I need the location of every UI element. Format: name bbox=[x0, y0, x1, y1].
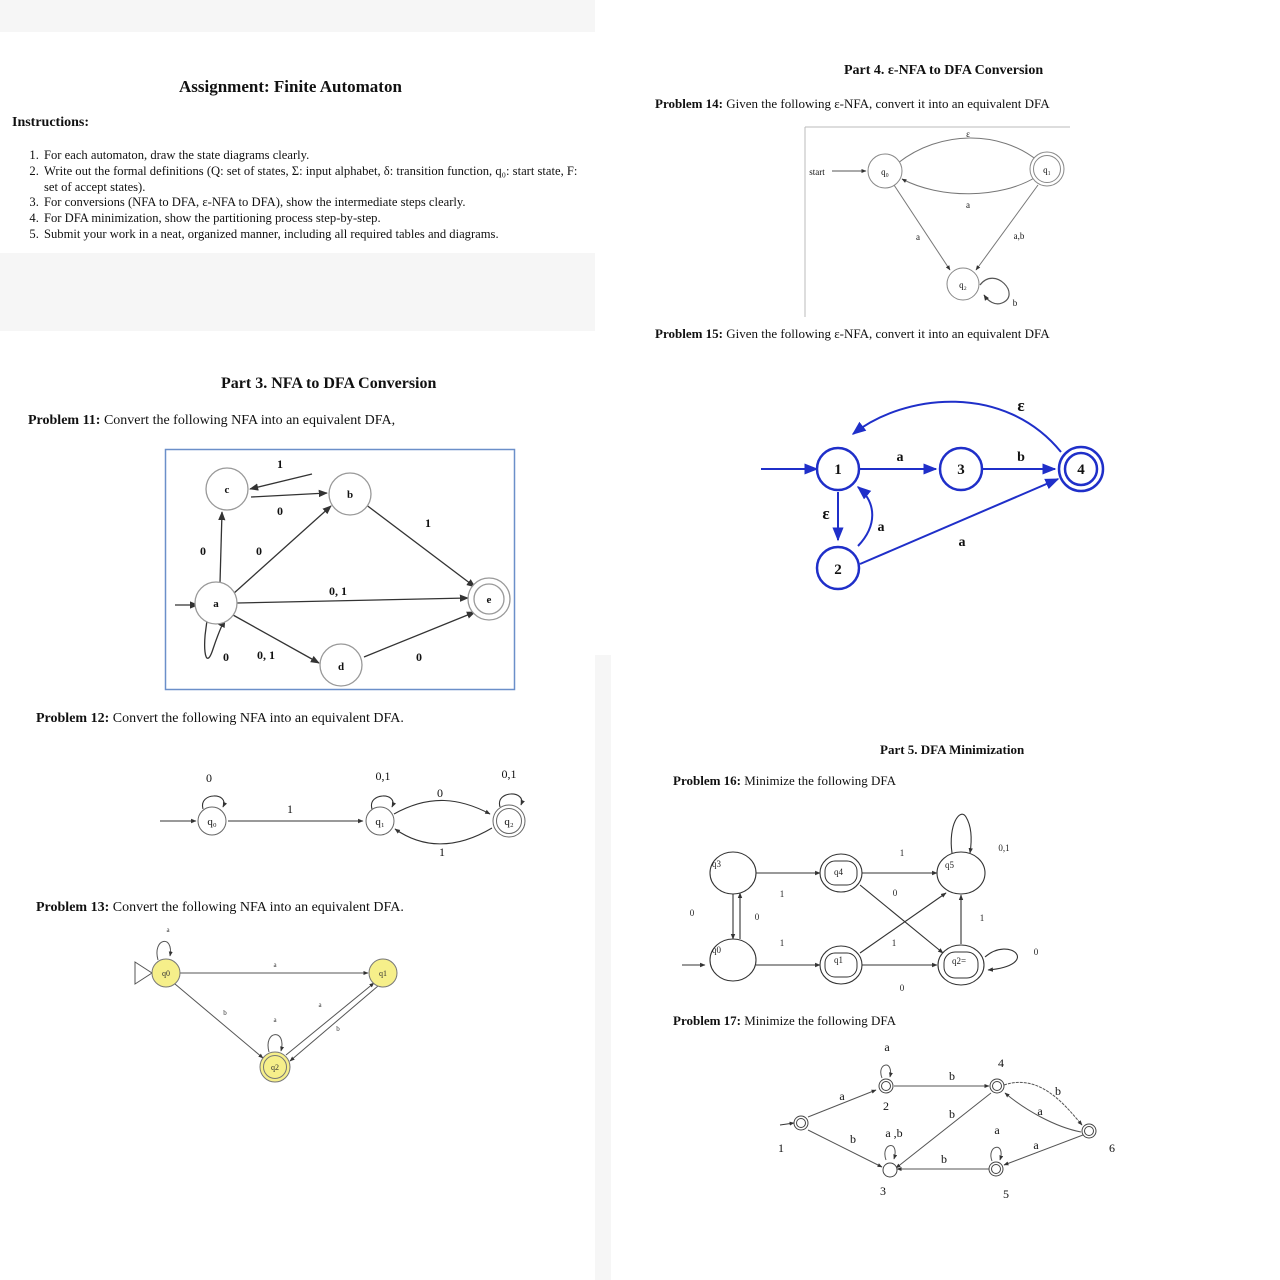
label-1-3: a bbox=[896, 450, 904, 465]
label-6-4: a bbox=[1037, 1104, 1043, 1118]
label-a-d: 0, 1 bbox=[257, 648, 275, 662]
state-label-2: 2 bbox=[883, 1099, 889, 1113]
label-q3-q4: 1 bbox=[779, 889, 785, 899]
problem-16-desc: Minimize the following DFA bbox=[741, 773, 897, 788]
label-q0-q1: ε bbox=[966, 129, 970, 139]
state-label-q0: q₀ bbox=[881, 167, 889, 177]
edge-q1-q0 bbox=[902, 177, 1036, 194]
problem-12-diagram bbox=[150, 762, 540, 862]
edge-6-5 bbox=[1004, 1135, 1083, 1165]
problem-14-diagram bbox=[800, 125, 1075, 320]
state-q5 bbox=[937, 852, 985, 894]
label-1-2: a bbox=[839, 1089, 845, 1103]
instruction-5: 5. Submit your work in a neat, organized manner, including all required tables and diagrams. bbox=[42, 227, 595, 243]
edge-q4-q2 bbox=[860, 885, 943, 953]
part4-heading: Part 4. ε-NFA to DFA Conversion bbox=[844, 63, 1044, 78]
edge-a-c bbox=[220, 512, 222, 583]
state-label-q1: q1 bbox=[834, 955, 843, 965]
label-q0-q3: 0 bbox=[754, 912, 760, 922]
problem-17-diagram bbox=[770, 1035, 1130, 1205]
edge-2-self bbox=[881, 1065, 891, 1078]
state-label-q2: q2= bbox=[952, 956, 967, 966]
edge-q2-self bbox=[268, 1035, 282, 1052]
edge-q0-q2 bbox=[894, 185, 950, 270]
label-2-self: a bbox=[884, 1040, 890, 1054]
state-label-1: 1 bbox=[834, 462, 842, 478]
label-q0-q2: b bbox=[223, 1009, 227, 1017]
label-2-1: a bbox=[877, 520, 885, 535]
edge-a-d bbox=[233, 615, 319, 663]
problem-13-label: Problem 13: bbox=[36, 900, 110, 915]
instruction-2: 2. Write out the formal definitions (Q: set of states, Σ: input alphabet, δ: transition function, q₀: start state, F: set of accept states). bbox=[42, 164, 595, 196]
problem-13-diagram bbox=[130, 920, 410, 1085]
edge-5-self bbox=[991, 1147, 1001, 1161]
problem-15-desc: Given the following ε-NFA, convert it into an equivalent DFA bbox=[723, 326, 1050, 341]
label-q5-self: 0,1 bbox=[998, 843, 1010, 853]
label-5-3: b bbox=[941, 1152, 947, 1166]
state-label-a: a bbox=[213, 598, 219, 610]
state-label-q0: q0 bbox=[162, 969, 170, 978]
state-label-3: 3 bbox=[880, 1184, 886, 1198]
problem-16-diagram bbox=[670, 805, 1060, 1005]
label-q2-self: 0 bbox=[1033, 947, 1039, 957]
label-3-4: b bbox=[1017, 450, 1025, 465]
instruction-3: 3. For conversions (NFA to DFA, ε-NFA to DFA), show the intermediate steps clearly. bbox=[42, 195, 595, 211]
state-label-c: c bbox=[224, 484, 230, 496]
label-4-1: ε bbox=[1017, 396, 1025, 415]
label-q1-q2: a,b bbox=[1013, 231, 1025, 241]
top-band bbox=[0, 0, 595, 32]
edge-6-4 bbox=[1005, 1093, 1081, 1132]
state-label-4: 4 bbox=[998, 1056, 1004, 1070]
problem-16-label: Problem 16: bbox=[673, 773, 741, 788]
state-label-6: 6 bbox=[1109, 1141, 1115, 1155]
edge-q0-q2 bbox=[175, 984, 263, 1058]
state-label-q4: q4 bbox=[834, 867, 843, 877]
problem-11-diagram-box bbox=[165, 449, 515, 691]
problem-13-desc: Convert the following NFA into an equivalent DFA. bbox=[109, 900, 404, 915]
state-label-4: 4 bbox=[1077, 462, 1085, 478]
instruction-4: 4. For DFA minimization, show the partitioning process step-by-step. bbox=[42, 211, 595, 227]
label-a-b: 0 bbox=[256, 544, 262, 558]
label-a-c: 0 bbox=[200, 544, 206, 558]
label-q2-q1: a bbox=[318, 1001, 322, 1009]
label-q1-q2: 0 bbox=[437, 786, 443, 800]
label-q2-self: a bbox=[273, 1016, 277, 1024]
problem-11-desc: Convert the following NFA into an equivalent DFA, bbox=[100, 413, 396, 428]
instructions-heading: Instructions: bbox=[12, 115, 90, 130]
problem-14-text bbox=[655, 96, 1050, 112]
label-a-self: 0 bbox=[223, 650, 229, 664]
state-label-q1: q1 bbox=[379, 969, 387, 978]
edge-q2-self bbox=[980, 278, 1009, 304]
edge-q1-q2 bbox=[976, 185, 1038, 270]
edge-3-self bbox=[885, 1146, 895, 1160]
label-d-e: 0 bbox=[416, 650, 422, 664]
problem-14-desc: Given the following ε-NFA, convert it into an equivalent DFA bbox=[723, 96, 1050, 111]
state-label-q5: q5 bbox=[945, 860, 954, 870]
edge-a-e bbox=[237, 598, 468, 603]
state-label-5: 5 bbox=[1003, 1187, 1009, 1201]
part3-heading: Part 3. NFA to DFA Conversion bbox=[221, 375, 437, 392]
state-3 bbox=[883, 1163, 897, 1177]
start-arrow bbox=[780, 1123, 794, 1125]
part5-heading: Part 5. DFA Minimization bbox=[880, 742, 1025, 757]
assignment-title: Assignment: Finite Automaton bbox=[179, 77, 402, 96]
label-q0-q1: 1 bbox=[779, 938, 785, 948]
state-label-b: b bbox=[346, 489, 354, 501]
state-q1 bbox=[820, 946, 862, 984]
label-q2-self: 0,1 bbox=[501, 767, 517, 781]
label-q3-q0: 0 bbox=[689, 908, 695, 918]
problem-11-text bbox=[28, 413, 395, 429]
label-q0-q2: a bbox=[916, 232, 920, 242]
edge-q1-q2 bbox=[394, 800, 490, 814]
label-3-self: a ,b bbox=[885, 1126, 903, 1140]
label-q1-q5: 1 bbox=[891, 938, 897, 948]
label-1-2: ε bbox=[822, 504, 830, 523]
problem-12-text bbox=[36, 711, 404, 727]
problem-14-label: Problem 14: bbox=[655, 96, 723, 111]
edge-a-b bbox=[233, 506, 331, 594]
problem-17-text bbox=[673, 1013, 896, 1029]
state-label-d: d bbox=[337, 661, 345, 673]
edge-c-b bbox=[251, 493, 327, 497]
label-q1-q2: b bbox=[336, 1025, 340, 1033]
problem-12-desc: Convert the following NFA into an equivalent DFA. bbox=[109, 711, 404, 726]
label-q2-q1: 1 bbox=[439, 845, 445, 859]
problem-12-label: Problem 12: bbox=[36, 711, 110, 726]
state-label-3: 3 bbox=[957, 462, 965, 478]
edge-q2-self bbox=[985, 949, 1017, 970]
edge-2-1 bbox=[858, 487, 872, 546]
label-6-5: a bbox=[1033, 1138, 1039, 1152]
problem-16-text bbox=[673, 773, 896, 789]
label-q0-self: 0 bbox=[206, 771, 212, 785]
label-1-3: b bbox=[850, 1132, 856, 1146]
edge-q1-q2 bbox=[290, 986, 378, 1061]
label-b-e: 1 bbox=[425, 516, 431, 530]
state-label-q1: q₁ bbox=[1043, 165, 1051, 175]
problem-11-label: Problem 11: bbox=[28, 413, 101, 428]
state-label-q3: q3 bbox=[712, 859, 721, 869]
edge-1-3 bbox=[808, 1130, 882, 1167]
state-label-q0: q₀ bbox=[207, 816, 217, 828]
state-label-q2: q2 bbox=[271, 1063, 279, 1072]
label-q2-q5: 1 bbox=[979, 913, 985, 923]
edge-b-e bbox=[365, 504, 475, 587]
state-label-1: 1 bbox=[778, 1141, 784, 1155]
state-label-2: 2 bbox=[834, 562, 842, 578]
edge-4-1 bbox=[853, 402, 1061, 452]
label-q4-q2: 0 bbox=[892, 888, 898, 898]
problem-17-label: Problem 17: bbox=[673, 1013, 741, 1028]
edge-q2-q1 bbox=[395, 828, 492, 844]
label-5-self: a bbox=[994, 1123, 1000, 1137]
label-4-6: b bbox=[1055, 1084, 1061, 1098]
edge-q0-q1 bbox=[898, 138, 1038, 163]
state-label-e: e bbox=[486, 594, 492, 606]
label-2-4: a bbox=[958, 535, 966, 550]
problem-15-diagram bbox=[755, 388, 1115, 598]
problem-17-desc: Minimize the following DFA bbox=[741, 1013, 897, 1028]
label-q4-q5: 1 bbox=[899, 848, 905, 858]
label-q1-q2: 0 bbox=[899, 983, 905, 993]
problem-11-diagram bbox=[0, 0, 1, 1]
edge-q5-self bbox=[951, 814, 971, 853]
edge-q1-q5 bbox=[860, 893, 946, 953]
start-label: start bbox=[809, 167, 825, 177]
problem-15-text bbox=[655, 326, 1050, 342]
start-triangle bbox=[135, 962, 152, 984]
label-q1-q0: a bbox=[966, 200, 970, 210]
label-c-b: 0 bbox=[277, 504, 283, 518]
state-label-q0: q0 bbox=[712, 945, 721, 955]
label-q2-self: b bbox=[1012, 298, 1018, 308]
instruction-1: 1. For each automaton, draw the state diagrams clearly. bbox=[42, 148, 595, 164]
label-4-3: b bbox=[949, 1107, 955, 1121]
edge-q0-self bbox=[157, 941, 171, 960]
label-q0-self: a bbox=[166, 926, 170, 934]
instructions-list bbox=[0, 148, 595, 243]
instructions-bottom-band bbox=[0, 253, 595, 331]
label-q0-q1: 1 bbox=[287, 802, 293, 816]
label-q1-self: 0,1 bbox=[375, 769, 391, 783]
state-label-q2: q₂ bbox=[959, 280, 967, 290]
label-a-e: 0, 1 bbox=[329, 584, 347, 598]
state-label-q2: q₂ bbox=[504, 816, 514, 828]
edge-q2-q1 bbox=[286, 983, 374, 1055]
label-2-4: b bbox=[949, 1069, 955, 1083]
edge-b-c bbox=[250, 474, 312, 489]
problem-13-text bbox=[36, 900, 404, 916]
state-label-q1: q₁ bbox=[375, 816, 385, 828]
edge-2-4 bbox=[860, 479, 1058, 564]
label-b-c: 1 bbox=[277, 457, 283, 471]
problem-15-label: Problem 15: bbox=[655, 326, 723, 341]
right-page-gutter bbox=[595, 655, 611, 1280]
label-q0-q1: a bbox=[273, 961, 277, 969]
